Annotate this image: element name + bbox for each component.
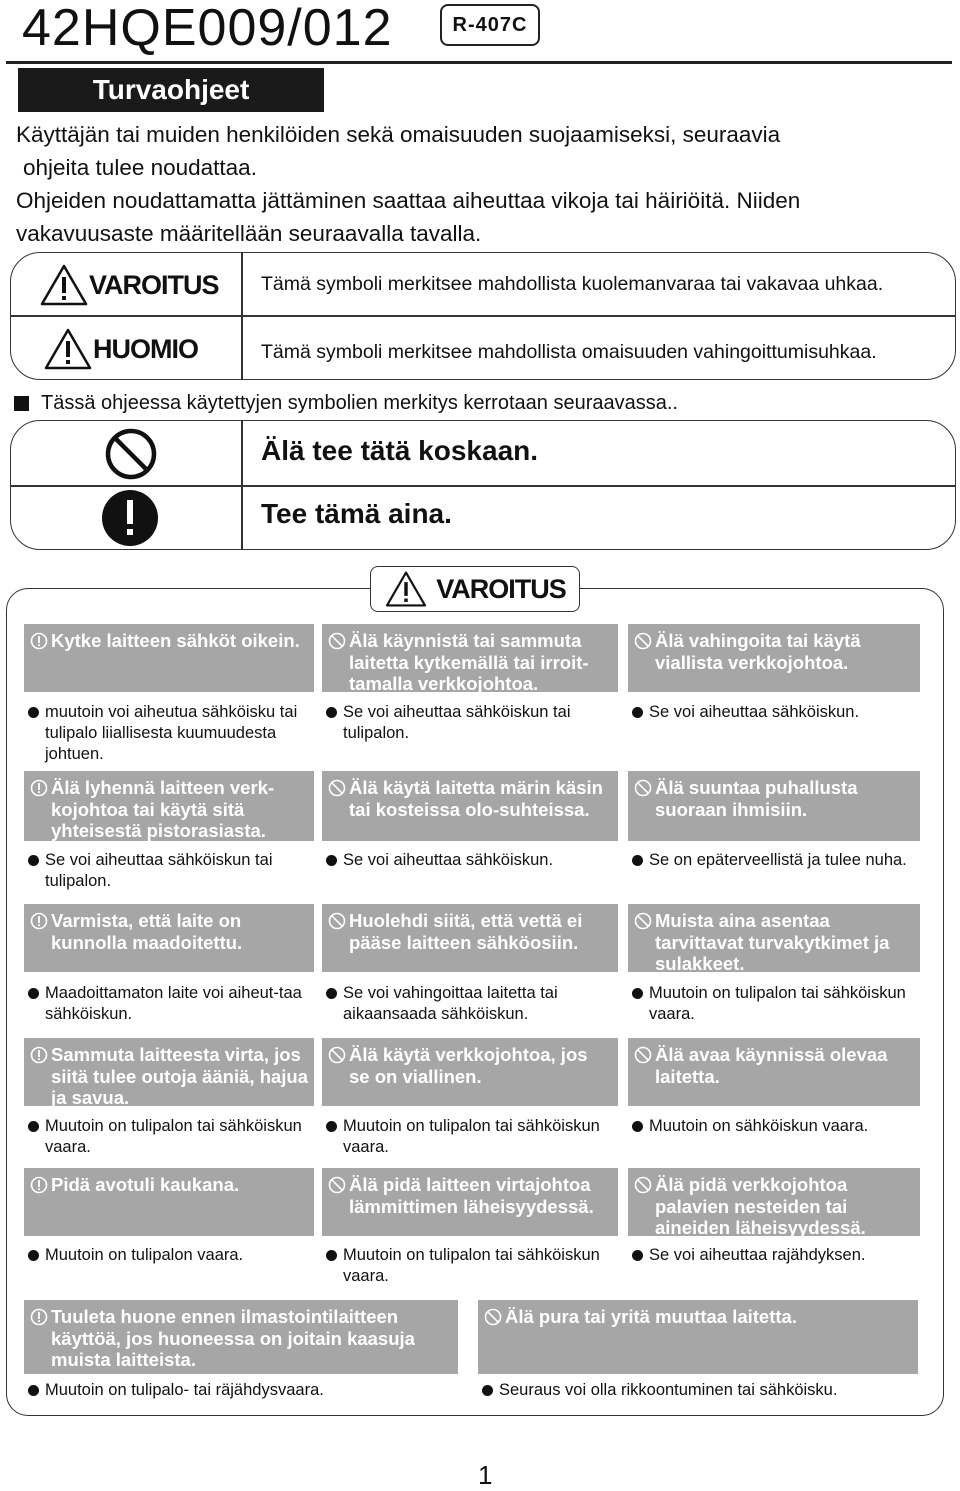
mandatory-icon [30,632,48,650]
safety-card [478,1300,918,1374]
consequence-text: Se voi aiheuttaa sähköiskun. [649,703,860,721]
consequence-text: Muutoin on tulipalon tai sähköiskun vaara. [45,1117,302,1156]
prohibited-icon [634,632,652,650]
bullet-dot-icon [326,855,337,866]
safety-instruction: Kytke laitteen sähköt oikein. [51,630,300,651]
consequence [326,983,618,1025]
consequence [326,1245,618,1287]
consequence-text: Muutoin on sähköiskun vaara. [649,1117,869,1135]
bullet-dot-icon [326,1250,337,1261]
safety-card [628,904,920,972]
prohibited-icon [634,779,652,797]
consequence-text: Maadoittamaton laite voi aiheut-taa sähköiskun. [45,984,302,1023]
safety-card [24,1168,314,1236]
safety-instruction: Älä käytä laitetta märin käsin tai kosteissa olo-suhteissa. [349,777,603,820]
model-number: 42HQE009/012 [22,0,393,57]
safety-instruction: Huolehdi siitä, että vettä ei pääse laitteen sähköosiin. [349,910,583,953]
consequence-text: Se voi aiheuttaa sähköiskun tai tulipalon. [45,851,273,890]
mandatory-icon [30,1308,48,1326]
mandatory-icon [30,779,48,797]
consequence-text: muutoin voi aiheutua sähköisku tai tulipalo liiallisesta kuumuudesta johtuen. [45,703,298,763]
safety-instruction: Muista aina asentaa tarvittavat turvakytkimet ja sulakkeet. [655,910,890,974]
safety-card [628,771,920,841]
bullet-dot-icon [632,1121,643,1132]
warning-section-label: VAROITUS [370,566,580,612]
intro-line: Käyttäjän tai muiden henkilöiden sekä omaisuuden suojaamiseksi, seuraavia [16,122,781,147]
safety-card [322,1038,618,1106]
mandatory-icon [30,1046,48,1064]
warning-triangle-icon [39,263,89,307]
safety-instruction: Sammuta laitteesta virta, jos siitä tulee outoja ääniä, hajua ja savua. [51,1044,309,1108]
consequence-text: Se voi aiheuttaa sähköiskun. [343,851,554,869]
safety-instruction: Älä lyhennä laitteen verk-kojohtoa tai käytä sitä yhteisestä pistorasiasta. [51,777,275,841]
prohibited-icon [484,1308,502,1326]
consequence [28,1116,314,1158]
consequence-text: Se voi vahingoittaa laitetta tai aikaansaada sähköiskun. [343,984,558,1023]
prohibited-icon [328,779,346,797]
bullet-dot-icon [28,707,39,718]
bullet-dot-icon [632,855,643,866]
safety-card [24,624,314,692]
consequence [28,983,314,1025]
consequence-text: Muutoin on tulipalon tai sähköiskun vaara. [649,984,906,1023]
safety-instruction: Älä käynnistä tai sammuta laitetta kytkemällä tai irroit-tamalla verkkojohtoa. [349,630,589,694]
intro-line: vakavuusaste määritellään seuraavalla tavalla. [16,221,482,246]
prohibited-icon [328,632,346,650]
caution-label: HUOMIO [93,333,198,364]
bullet-dot-icon [28,1121,39,1132]
safety-instruction: Älä pidä laitteen virtajohtoa lämmittimen läheisyydessä. [349,1174,594,1217]
safety-instruction: Älä pura tai yritä muuttaa laitetta. [505,1306,797,1327]
consequence [632,983,920,1025]
consequence-text: Muutoin on tulipalo- tai räjähdysvaara. [45,1381,324,1399]
warning-triangle-icon [384,570,428,608]
header-rule [6,61,952,64]
mandatory-icon [30,1176,48,1194]
prohibited-icon [328,1176,346,1194]
safety-instruction: Älä suuntaa puhallusta suoraan ihmisiin. [655,777,858,820]
safety-card [24,771,314,841]
prohibited-icon [328,912,346,930]
safety-card [628,1038,920,1106]
consequence [482,1380,918,1401]
intro-text [16,118,946,250]
safety-card [322,904,618,972]
consequence [28,702,314,765]
warning-label: VAROITUS [89,269,219,300]
consequence [632,1116,920,1137]
symbols-heading: Tässä ohjeessa käytettyjen symbolien merkitys kerrotaan seuraavassa.. [14,392,678,415]
safety-card [24,904,314,972]
consequence [326,850,618,871]
prohibited-icon [634,1046,652,1064]
square-bullet-icon [14,396,29,411]
safety-card [628,1168,920,1236]
section-title: Turvaohjeet [18,68,324,112]
bullet-dot-icon [632,1250,643,1261]
safety-card [24,1038,314,1106]
consequence-text: Muutoin on tulipalon vaara. [45,1246,244,1264]
safety-instruction: Älä vahingoita tai käytä viallista verkkojohtoa. [655,630,861,673]
prohibited-icon [328,1046,346,1064]
consequence [632,850,920,871]
signal-word-legend [10,252,956,380]
safety-card [24,1300,458,1374]
consequence [28,850,314,892]
bullet-dot-icon [632,988,643,999]
consequence-text: Seuraus voi olla rikkoontuminen tai sähköisku. [499,1381,838,1399]
consequence-text: Se voi aiheuttaa rajähdyksen. [649,1246,866,1264]
safety-instruction: Pidä avotuli kaukana. [51,1174,240,1195]
bullet-dot-icon [326,707,337,718]
consequence [326,702,618,744]
safety-card [322,624,618,692]
consequence-text: Muutoin on tulipalon tai sähköiskun vaara. [343,1246,600,1285]
prohibited-meaning: Älä tee tätä koskaan. [261,435,539,466]
caution-description: Tämä symboli merkitsee mahdollista omaisuuden vahingoittumisuhkaa. [261,341,877,363]
caution-triangle-icon [43,327,93,371]
consequence-text: Se voi aiheuttaa sähköiskun tai tulipalon. [343,703,571,742]
bullet-dot-icon [326,1121,337,1132]
mandatory-meaning: Tee tämä aina. [261,498,452,529]
prohibited-icon [104,427,158,481]
consequence [28,1245,314,1266]
intro-line: ohjeita tulee noudattaa. [23,155,257,180]
consequence [632,702,920,723]
warning-signal [39,263,219,307]
intro-line: Ohjeiden noudattamatta jättäminen saattaa aiheuttaa vikoja tai häiriöitä. Niiden [16,188,801,213]
symbols-legend [10,420,956,550]
bullet-dot-icon [482,1385,493,1396]
caution-signal [43,327,198,371]
consequence [326,1116,618,1158]
bullet-dot-icon [326,988,337,999]
refrigerant-badge: R-407C [440,4,540,46]
safety-card [628,624,920,692]
consequence-text: Muutoin on tulipalon tai sähköiskun vaara. [343,1117,600,1156]
safety-instruction: Älä pidä verkkojohtoa palavien nesteiden tai aineiden läheisyydessä. [655,1174,866,1238]
consequence [28,1380,458,1401]
safety-card [322,1168,618,1236]
mandatory-icon [101,489,159,547]
bullet-dot-icon [632,707,643,718]
warning-description: Tämä symboli merkitsee mahdollista kuolemanvaraa tai vakavaa uhkaa. [261,273,884,295]
prohibited-icon [634,912,652,930]
bullet-dot-icon [28,988,39,999]
consequence [632,1245,920,1266]
prohibited-icon [634,1176,652,1194]
bullet-dot-icon [28,1250,39,1261]
safety-instruction: Älä avaa käynnissä olevaa laitetta. [655,1044,888,1087]
bullet-dot-icon [28,1385,39,1396]
safety-instruction: Tuuleta huone ennen ilmastointilaitteen käyttöä, jos huoneessa on joitain kaasuja muista laitteista. [51,1306,415,1370]
safety-instruction: Varmista, että laite on kunnolla maadoitettu. [51,910,243,953]
safety-card [322,771,618,841]
bullet-dot-icon [28,855,39,866]
page-number: 1 [478,1460,493,1490]
mandatory-icon [30,912,48,930]
safety-instruction: Älä käytä verkkojohtoa, jos se on viallinen. [349,1044,588,1087]
consequence-text: Se on epäterveellistä ja tulee nuha. [649,851,907,869]
